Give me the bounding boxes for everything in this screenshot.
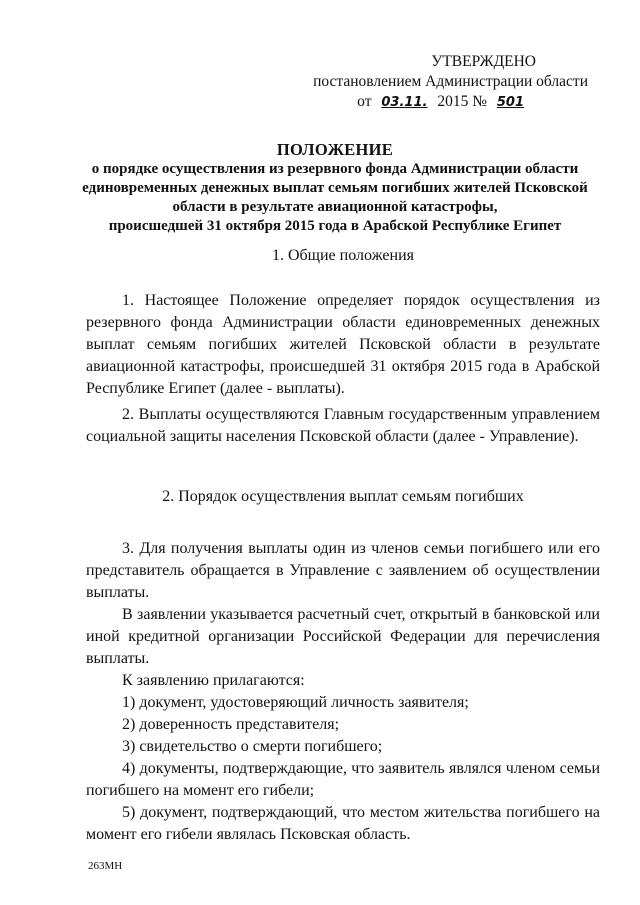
paragraph-2 [86,404,600,448]
list-item-4-text: 4) документы, подтверждающие, что заявитель являлся членом семьи погибшего на момент его гибели; [86,760,600,799]
paragraph-4-text: В заявлении указывается расчетный счет, открытый в банковской или иной кредитной организации Российской Федерации для перечисления выплаты. [86,606,600,667]
list-item-1-text: 1) документ, удостоверяющий личность заявителя; [122,694,469,711]
title-main: ПОЛОЖЕНИЕ [276,140,394,159]
approval-authority: постановлением Администрации области [313,73,588,90]
section-heading-2: 2. Порядок осуществления выплат семьям погибших [162,488,524,505]
list-item-5 [86,802,600,846]
approval-date-prefix: от [357,93,372,110]
paragraph-2-text: 2. Выплаты осуществляются Главным государственным управлением социальной защиты населения Псковской области (далее - Управление). [86,406,600,445]
paragraph-3-text: 3. Для получения выплаты один из членов семьи погибшего или его представитель обращается в Управление с заявлением об осуществлении выплаты. [86,540,600,601]
approval-year: 2015 № [437,93,487,110]
title-line-3: области в результате авиационной катастрофы, [172,199,498,215]
document-title [70,140,600,236]
approval-heading: УТВЕРЖДЕНО [431,53,536,70]
list-item-2 [86,714,600,736]
approval-stamp [313,52,588,113]
list-item-3-text: 3) свидетельство о смерти погибшего; [122,738,383,755]
paragraph-1 [86,290,600,400]
title-line-4: происшедшей 31 октября 2015 года в Арабской Республике Египет [108,218,562,234]
list-item-3 [86,736,600,758]
list-item-5-text: 5) документ, подтверждающий, что местом жительства погибшего на момент его гибели являлась Псковская область. [86,804,600,843]
approval-date-line [313,92,588,113]
list-item-2-text: 2) доверенность представителя; [122,716,340,733]
title-line-2: единовременных денежных выплат семьям погибших жителей Псковской [82,180,588,196]
paragraph-1-text: 1. Настоящее Положение определяет порядок осуществления из резервного фонда Администрации области единовременных денежных выплат семьям погибших жителей Псковской области в результате авиационной катастрофы, происшедшей 31 октября 2015 года в Арабской Республике Египет (далее - выплаты). [86,292,600,397]
list-item-1 [86,692,600,714]
paragraph-5 [86,670,600,692]
footer-code: 263МН [88,860,123,872]
approval-date-handwritten: 03.11. [381,95,428,110]
paragraph-4 [86,604,600,670]
list-item-4 [86,758,600,802]
paragraph-5-text: К заявлению прилагаются: [122,672,305,689]
title-line-1: о порядке осуществления из резервного фонда Администрации области [91,161,579,177]
approval-number-handwritten: 501 [496,95,524,110]
section-heading-1: 1. Общие положения [271,247,415,264]
paragraph-3 [86,538,600,604]
